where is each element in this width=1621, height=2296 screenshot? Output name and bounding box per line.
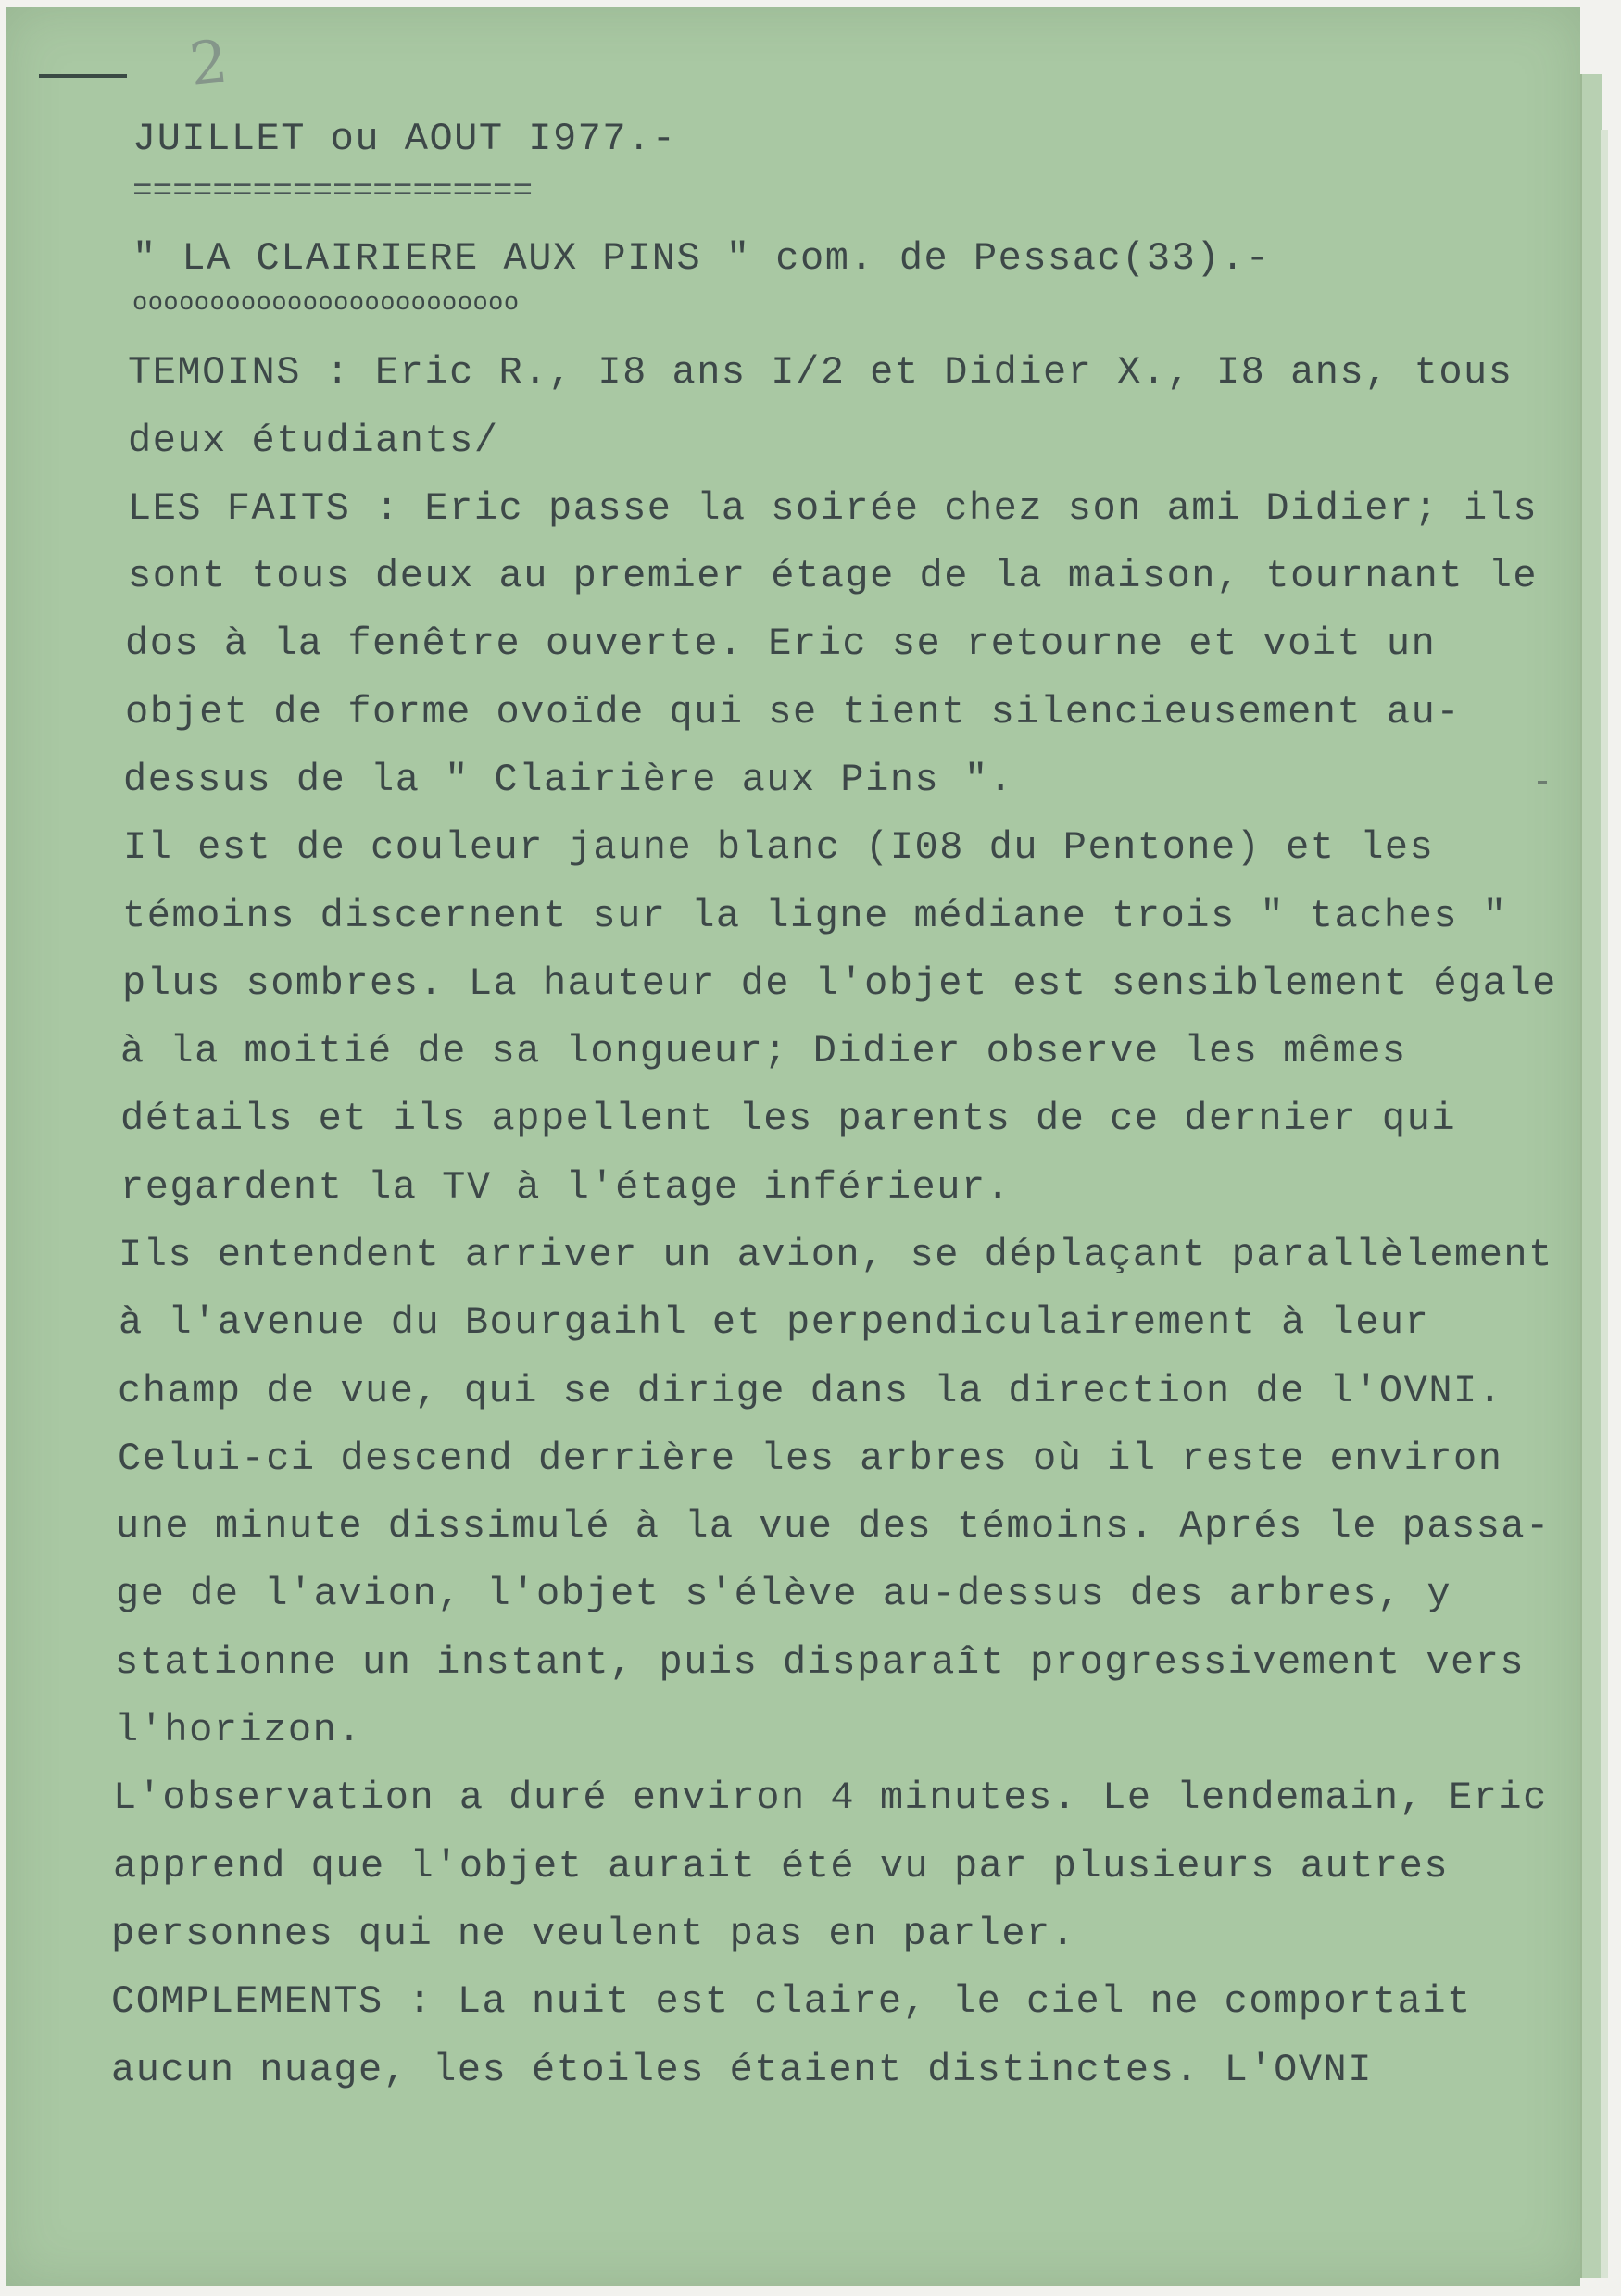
body-line: plus sombres. La hauteur de l'objet est sensiblement égale <box>122 961 1557 1006</box>
body-line: ge de l'avion, l'objet s'élève au-dessus des arbres, y <box>116 1572 1452 1616</box>
body-line: à la moitié de sa longueur; Didier observe les mêmes <box>120 1029 1407 1073</box>
body-line: TEMOINS : Eric R., I8 ans I/2 et Didier X., I8 ans, tous <box>128 350 1514 395</box>
header-date-underline: ==================== <box>132 172 534 210</box>
body-line: à l'avenue du Bourgaihl et perpendiculairement à leur <box>119 1300 1430 1345</box>
body-line: dessus de la " Clairière aux Pins ". <box>123 758 1014 802</box>
body-line: Celui-ci descend derrière les arbres où il reste environ <box>118 1437 1503 1481</box>
body-line: dos à la fenêtre ouverte. Eric se retourne et voit un <box>125 621 1437 666</box>
body-line: Ils entendent arriver un avion, se déplaçant parallèlement <box>119 1233 1553 1277</box>
margin-dash-mark <box>39 74 127 78</box>
header-place-underline: ooooooooooooooooooooooooo <box>132 290 520 318</box>
body-line: témoins discernent sur la ligne médiane trois " taches " <box>122 894 1508 938</box>
body-line: une minute dissimulé à la vue des témoins. Aprés le passa- <box>116 1504 1551 1549</box>
margin-speck <box>1538 781 1547 784</box>
body-line: champ de vue, qui se dirige dans la direction de l'OVNI. <box>118 1369 1503 1413</box>
body-line: personnes qui ne veulent pas en parler. <box>111 1912 1076 1956</box>
underlying-sheet-edge <box>1580 74 1602 2278</box>
body-line: deux étudiants/ <box>128 419 499 463</box>
header-date: JUILLET ou AOUT I977.- <box>132 117 677 161</box>
body-line: LES FAITS : Eric passe la soirée chez son ami Didier; ils <box>128 486 1539 531</box>
body-line: stationne un instant, puis disparaît progressivement vers <box>115 1640 1526 1685</box>
header-place: " LA CLAIRIERE AUX PINS " com. de Pessac(33).- <box>132 236 1271 281</box>
body-line: objet de forme ovoïde qui se tient silencieusement au- <box>125 690 1462 734</box>
body-line: l'horizon. <box>115 1708 363 1752</box>
body-line: sont tous deux au premier étage de la maison, tournant le <box>128 554 1539 598</box>
body-line: aucun nuage, les étoiles étaient distinctes. L'OVNI <box>111 2048 1373 2092</box>
body-line: regardent la TV à l'étage inférieur. <box>120 1165 1012 1210</box>
underlying-sheet-edge-2 <box>1601 130 1608 2278</box>
body-line: Il est de couleur jaune blanc (I08 du Pentone) et les <box>123 825 1435 870</box>
body-line: L'observation a duré environ 4 minutes. Le lendemain, Eric <box>113 1775 1548 1820</box>
handwritten-page-number: 2 <box>186 28 232 100</box>
body-line: détails et ils appellent les parents de ce dernier qui <box>120 1097 1457 1141</box>
body-line: COMPLEMENTS : La nuit est claire, le ciel ne comportait <box>111 1979 1472 2024</box>
body-line: apprend que l'objet aurait été vu par plusieurs autres <box>113 1844 1450 1888</box>
